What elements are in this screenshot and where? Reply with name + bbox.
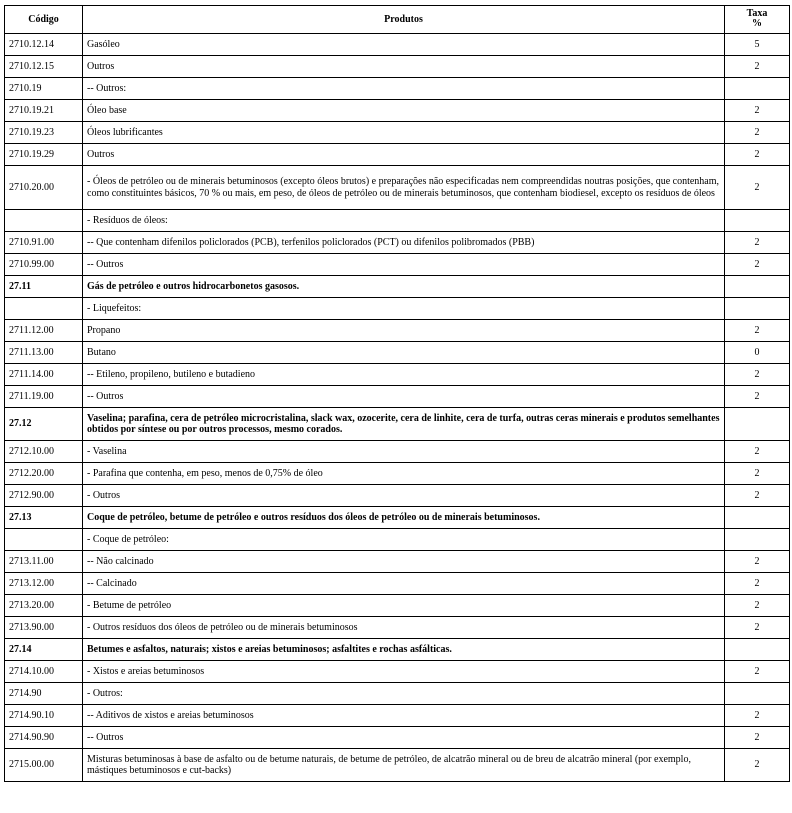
table-row <box>5 254 790 276</box>
row-rate: 2 <box>725 573 790 595</box>
table-row <box>5 529 790 551</box>
table-row-heading <box>5 408 790 441</box>
header-rate <box>725 6 790 34</box>
table-row <box>5 320 790 342</box>
table-row <box>5 232 790 254</box>
row-code: 27.11 <box>5 276 83 298</box>
row-product: - Xistos e areias betuminosos <box>83 661 725 683</box>
table-row <box>5 342 790 364</box>
row-code: 2710.19.21 <box>5 100 83 122</box>
row-code: 2711.14.00 <box>5 364 83 386</box>
row-product: - Coque de petróleo: <box>83 529 725 551</box>
row-product: - Outros <box>83 485 725 507</box>
row-code: 2710.99.00 <box>5 254 83 276</box>
row-code: 2710.19.23 <box>5 122 83 144</box>
row-product: -- Outros <box>83 386 725 408</box>
row-code: 2710.19.29 <box>5 144 83 166</box>
table-row <box>5 386 790 408</box>
row-product: -- Outros <box>83 727 725 749</box>
row-rate <box>725 276 790 298</box>
row-code: 27.13 <box>5 507 83 529</box>
row-product: - Outros resíduos dos óleos de petróleo ou de minerais betuminosos <box>83 617 725 639</box>
row-product: Gasóleo <box>83 34 725 56</box>
row-rate <box>725 507 790 529</box>
row-rate <box>725 298 790 320</box>
row-rate: 2 <box>725 551 790 573</box>
row-code: 2711.13.00 <box>5 342 83 364</box>
row-code: 2713.11.00 <box>5 551 83 573</box>
row-product: Butano <box>83 342 725 364</box>
row-product: - Outros: <box>83 683 725 705</box>
row-product: Gás de petróleo e outros hidrocarbonetos gasosos. <box>83 276 725 298</box>
table-row <box>5 573 790 595</box>
row-rate: 2 <box>725 386 790 408</box>
row-rate: 2 <box>725 254 790 276</box>
table-row <box>5 705 790 727</box>
row-rate: 2 <box>725 463 790 485</box>
table-row-heading <box>5 507 790 529</box>
row-code: 2714.90 <box>5 683 83 705</box>
row-rate <box>725 408 790 441</box>
row-code: 2712.90.00 <box>5 485 83 507</box>
row-code: 2714.90.10 <box>5 705 83 727</box>
header-rate-text: Taxa % <box>746 8 768 30</box>
row-code: 2715.00.00 <box>5 749 83 782</box>
header-product: Produtos <box>83 6 725 34</box>
row-code: 2714.90.90 <box>5 727 83 749</box>
header-code: Código <box>5 6 83 34</box>
table-row <box>5 298 790 320</box>
row-rate: 5 <box>725 34 790 56</box>
table-row <box>5 661 790 683</box>
row-code: 2713.20.00 <box>5 595 83 617</box>
row-product: - Resíduos de óleos: <box>83 210 725 232</box>
row-rate: 2 <box>725 144 790 166</box>
row-rate <box>725 683 790 705</box>
row-product: -- Etileno, propileno, butileno e butadieno <box>83 364 725 386</box>
row-rate: 2 <box>725 595 790 617</box>
table-row <box>5 727 790 749</box>
table-row <box>5 122 790 144</box>
row-code: 2712.20.00 <box>5 463 83 485</box>
row-rate: 2 <box>725 749 790 782</box>
table-row <box>5 364 790 386</box>
row-rate: 0 <box>725 342 790 364</box>
row-code <box>5 210 83 232</box>
row-rate <box>725 639 790 661</box>
row-product: Óleos lubrificantes <box>83 122 725 144</box>
row-product: Vaselina; parafina, cera de petróleo microcristalina, slack wax, ozocerite, cera de linhite, cera de turfa, outras ceras minerais e produtos semelhantes obtidos por síntese ou por outros processos, mesmo corados. <box>83 408 725 441</box>
row-code: 2711.12.00 <box>5 320 83 342</box>
row-product: - Vaselina <box>83 441 725 463</box>
table-row <box>5 100 790 122</box>
header-row <box>5 6 790 34</box>
row-code: 2713.12.00 <box>5 573 83 595</box>
row-product: Betumes e asfaltos, naturais; xistos e areias betuminosos; asfaltites e rochas asfálticas. <box>83 639 725 661</box>
row-product: - Parafina que contenha, em peso, menos de 0,75% de óleo <box>83 463 725 485</box>
table-row <box>5 56 790 78</box>
row-code: 2713.90.00 <box>5 617 83 639</box>
row-code <box>5 529 83 551</box>
row-code: 27.14 <box>5 639 83 661</box>
row-product: -- Outros <box>83 254 725 276</box>
row-rate: 2 <box>725 122 790 144</box>
row-code: 2710.12.14 <box>5 34 83 56</box>
row-code: 2710.20.00 <box>5 166 83 210</box>
table-row <box>5 485 790 507</box>
table-row <box>5 166 790 210</box>
row-rate: 2 <box>725 56 790 78</box>
table-row <box>5 34 790 56</box>
row-product: - Óleos de petróleo ou de minerais betuminosos (excepto óleos brutos) e preparações não especificadas nem compreendidas noutras posições, que contenham, como constituintes básicos, 70 % ou mais, em peso, de óleos de petróleo ou de minerais betuminosos, que contenham biodiesel, excepto os resíduos de óleos <box>83 166 725 210</box>
row-product: Propano <box>83 320 725 342</box>
row-rate: 2 <box>725 705 790 727</box>
table-row <box>5 551 790 573</box>
row-code: 2710.19 <box>5 78 83 100</box>
row-rate: 2 <box>725 364 790 386</box>
row-code: 2710.12.15 <box>5 56 83 78</box>
row-product: Outros <box>83 144 725 166</box>
row-product: Coque de petróleo, betume de petróleo e outros resíduos dos óleos de petróleo ou de minerais betuminosos. <box>83 507 725 529</box>
table-row-heading <box>5 276 790 298</box>
row-product: Óleo base <box>83 100 725 122</box>
row-code <box>5 298 83 320</box>
table-row <box>5 441 790 463</box>
table-row <box>5 210 790 232</box>
table-row <box>5 683 790 705</box>
row-code: 27.12 <box>5 408 83 441</box>
row-product: Outros <box>83 56 725 78</box>
row-rate: 2 <box>725 485 790 507</box>
table-row <box>5 595 790 617</box>
row-product: -- Outros: <box>83 78 725 100</box>
row-rate: 2 <box>725 166 790 210</box>
row-rate: 2 <box>725 727 790 749</box>
table-row <box>5 749 790 782</box>
row-rate <box>725 529 790 551</box>
row-product: -- Calcinado <box>83 573 725 595</box>
row-product: - Liquefeitos: <box>83 298 725 320</box>
row-rate <box>725 78 790 100</box>
row-rate: 2 <box>725 100 790 122</box>
row-code: 2712.10.00 <box>5 441 83 463</box>
row-rate: 2 <box>725 441 790 463</box>
table-row <box>5 144 790 166</box>
row-code: 2711.19.00 <box>5 386 83 408</box>
tariff-table <box>4 5 790 782</box>
row-code: 2710.91.00 <box>5 232 83 254</box>
row-product: Misturas betuminosas à base de asfalto ou de betume naturais, de betume de petróleo, de alcatrão mineral ou de breu de alcatrão mineral (por exemplo, mástiques betuminosos e cut-backs) <box>83 749 725 782</box>
row-rate: 2 <box>725 661 790 683</box>
row-rate: 2 <box>725 232 790 254</box>
table-row <box>5 463 790 485</box>
table-row <box>5 78 790 100</box>
table-row-heading <box>5 639 790 661</box>
row-product: - Betume de petróleo <box>83 595 725 617</box>
row-rate <box>725 210 790 232</box>
row-rate: 2 <box>725 617 790 639</box>
row-product: -- Aditivos de xistos e areias betuminosos <box>83 705 725 727</box>
row-rate: 2 <box>725 320 790 342</box>
row-code: 2714.10.00 <box>5 661 83 683</box>
table-row <box>5 617 790 639</box>
row-product: -- Que contenham difenilos policlorados (PCB), terfenilos policlorados (PCT) ou difenilos polibromados (PBB) <box>83 232 725 254</box>
row-product: -- Não calcinado <box>83 551 725 573</box>
